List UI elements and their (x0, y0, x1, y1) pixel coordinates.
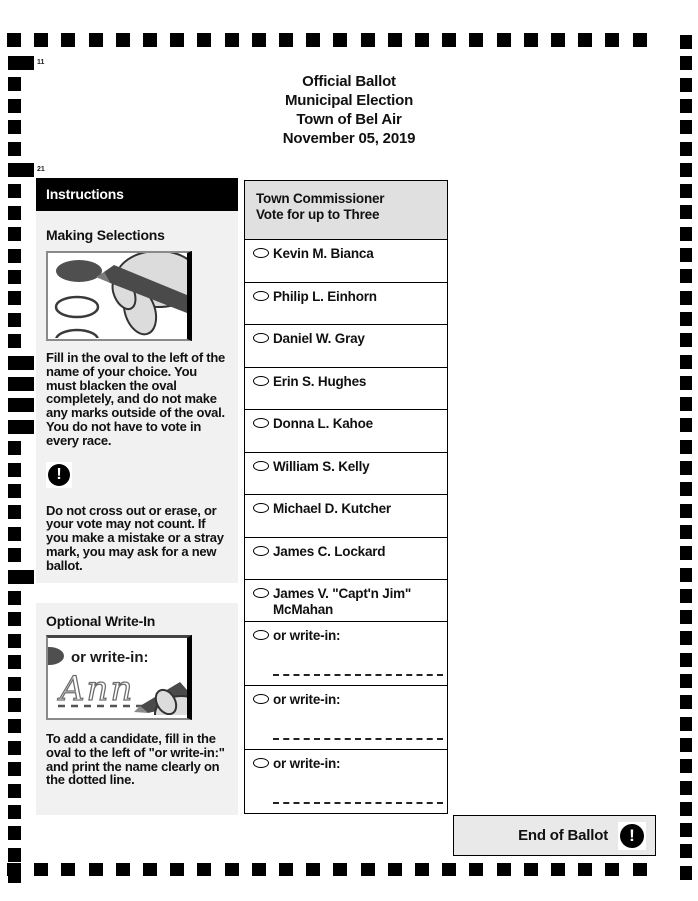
timing-mark (633, 33, 647, 47)
timing-mark (8, 313, 21, 327)
candidate-row (245, 537, 447, 580)
timing-mark (8, 784, 21, 798)
timing-mark (8, 505, 21, 519)
contest-vote-limit: Vote for up to Three (256, 207, 380, 222)
candidate-name: Erin S. Hughes (273, 373, 367, 389)
timing-mark (197, 33, 211, 47)
timing-mark (8, 570, 34, 584)
timing-mark (680, 695, 692, 709)
no-erase-warning-text: Do not cross out or erase, or your vote may not count. If you make a mistake or a stray mark, you may ask for a new ballot. (46, 502, 224, 573)
candidate-name: Donna L. Kahoe (273, 416, 373, 431)
timing-mark (8, 677, 21, 691)
candidate-name: James C. Lockard (273, 543, 386, 559)
timing-mark (633, 863, 647, 876)
timing-mark (8, 463, 21, 477)
timing-mark (680, 269, 692, 283)
write-in-label: or write-in: (273, 756, 341, 771)
timing-mark (680, 844, 692, 858)
timing-mark (333, 33, 347, 47)
timing-mark (8, 527, 21, 541)
timing-mark (680, 866, 692, 880)
timing-mark (680, 674, 692, 688)
timing-mark (388, 863, 402, 876)
contest-title: Town Commissioner (256, 191, 385, 206)
end-of-ballot (453, 815, 656, 856)
marking-instructions-image (46, 251, 192, 341)
timing-mark (680, 759, 692, 773)
timing-mark (333, 863, 347, 876)
ballot-title-line: November 05, 2019 (282, 130, 416, 147)
timing-mark (8, 291, 21, 305)
timing-mark (551, 863, 565, 876)
write-in-oval[interactable] (253, 758, 269, 768)
timing-mark (680, 248, 692, 262)
timing-mark (361, 33, 375, 47)
candidate-row (245, 579, 447, 621)
timing-mark (442, 863, 456, 876)
timing-mark (8, 249, 21, 263)
timing-mark (680, 823, 692, 837)
timing-mark (469, 33, 483, 47)
timing-mark (225, 863, 239, 876)
candidate-oval[interactable] (253, 461, 269, 471)
candidate-name: Michael D. Kutcher (273, 501, 391, 516)
timing-mark (680, 35, 692, 49)
timing-mark (680, 568, 692, 582)
timing-mark (680, 781, 692, 795)
candidate-oval[interactable] (253, 248, 269, 258)
instructions-panel (36, 178, 238, 583)
write-in-oval[interactable] (253, 630, 269, 640)
timing-mark (680, 227, 692, 241)
timing-mark (578, 33, 592, 47)
candidate-name: Daniel W. Gray (273, 331, 365, 346)
candidate-oval[interactable] (253, 333, 269, 343)
timing-mark (8, 548, 21, 562)
timing-mark (469, 863, 483, 876)
timing-mark-number: 11 (37, 59, 45, 66)
timing-mark (680, 504, 692, 518)
write-in-illustration-icon (48, 638, 187, 715)
candidate-row (245, 324, 447, 367)
timing-mark (680, 631, 692, 645)
timing-mark (8, 741, 21, 755)
timing-mark (680, 717, 692, 731)
candidate-oval[interactable] (253, 588, 269, 598)
exclamation-warning-icon (48, 464, 70, 486)
timing-mark (680, 376, 692, 390)
timing-mark (306, 33, 320, 47)
timing-mark (8, 270, 21, 284)
timing-mark (680, 589, 692, 603)
timing-mark (680, 482, 692, 496)
timing-mark (680, 653, 692, 667)
timing-mark (197, 863, 211, 876)
timing-mark (680, 312, 692, 326)
contest-town-commissioner (244, 180, 448, 814)
timing-mark-number: 21 (37, 166, 45, 173)
write-in-oval[interactable] (253, 694, 269, 704)
write-in-row (245, 749, 447, 813)
making-selections-heading: Making Selections (46, 227, 165, 243)
timing-mark (61, 863, 75, 876)
candidate-row (245, 452, 447, 495)
timing-mark (252, 33, 266, 47)
write-in-image-label: or write-in: (71, 649, 149, 666)
candidate-row (245, 239, 447, 282)
instructions-header: Instructions (36, 178, 238, 211)
timing-mark (116, 33, 130, 47)
timing-mark (415, 863, 429, 876)
timing-mark (116, 863, 130, 876)
candidate-oval[interactable] (253, 376, 269, 386)
fill-oval-illustration-icon (48, 253, 187, 338)
optional-write-in-heading: Optional Write-In (46, 613, 156, 629)
timing-mark (8, 356, 34, 370)
timing-mark (8, 634, 21, 648)
timing-mark (225, 33, 239, 47)
candidate-row (245, 282, 447, 325)
timing-mark (497, 33, 511, 47)
timing-mark (8, 441, 21, 455)
write-in-instructions-image (46, 635, 192, 720)
timing-mark (8, 591, 21, 605)
timing-mark (170, 863, 184, 876)
timing-mark (143, 863, 157, 876)
timing-mark (8, 227, 21, 241)
write-in-label: or write-in: (273, 692, 341, 707)
timing-mark (34, 33, 48, 47)
timing-mark (361, 863, 375, 876)
candidate-oval[interactable] (253, 418, 269, 428)
timing-mark (8, 848, 21, 862)
write-in-sample-name: Ann (60, 669, 135, 709)
timing-mark (680, 163, 692, 177)
candidate-name: Kevin M. Bianca (273, 246, 374, 261)
timing-mark (8, 698, 21, 712)
timing-mark (680, 418, 692, 432)
timing-mark (306, 863, 320, 876)
timing-mark (680, 291, 692, 305)
exclamation-warning-icon (620, 824, 644, 848)
timing-mark (388, 33, 402, 47)
timing-mark (680, 56, 692, 70)
timing-mark (8, 655, 21, 669)
timing-mark (605, 33, 619, 47)
write-in-line[interactable] (273, 802, 443, 804)
timing-mark (605, 863, 619, 876)
timing-mark (8, 484, 21, 498)
timing-mark (89, 863, 103, 876)
timing-mark (551, 33, 565, 47)
timing-mark (524, 33, 538, 47)
making-selections-text: Fill in the oval to the left of the name of your choice. You must blacken the oval completely, and do not make any marks outside of the oval. You do not have to vote in every race. (46, 350, 226, 448)
candidate-oval[interactable] (253, 503, 269, 513)
timing-mark (680, 546, 692, 560)
candidate-name: William S. Kelly (273, 458, 370, 474)
candidate-name: James V. "Capt'n Jim" McMahan (273, 586, 412, 617)
ballot-title-line: Official Ballot (302, 73, 396, 90)
ballot-title-line: Town of Bel Air (296, 111, 402, 128)
timing-mark (680, 397, 692, 411)
candidate-list (245, 239, 447, 813)
timing-mark (8, 762, 21, 776)
write-in-help-text: To add a candidate, fill in the oval to the left of "or write-in:" and print the name clearly on the dotted line. (46, 731, 225, 788)
timing-mark (8, 805, 21, 819)
end-warning-icon-box (618, 822, 646, 850)
timing-mark (8, 612, 21, 626)
ballot-title-line: Municipal Election (284, 92, 414, 109)
timing-mark (415, 33, 429, 47)
timing-mark (8, 334, 21, 348)
contest-header (245, 181, 447, 239)
candidate-oval[interactable] (253, 546, 269, 556)
timing-mark (170, 33, 184, 47)
timing-mark (680, 461, 692, 475)
timing-mark (680, 355, 692, 369)
timing-mark (8, 420, 34, 434)
timing-mark (680, 802, 692, 816)
write-in-label: or write-in: (273, 628, 341, 643)
candidate-oval[interactable] (253, 291, 269, 301)
candidate-row (245, 367, 447, 410)
timing-mark (8, 869, 21, 883)
candidate-row (245, 409, 447, 452)
end-of-ballot-label: End of Ballot (518, 827, 608, 844)
timing-mark (578, 863, 592, 876)
timing-mark (8, 719, 21, 733)
timing-mark (8, 377, 34, 391)
timing-mark (680, 184, 692, 198)
write-in-line[interactable] (273, 674, 443, 676)
timing-mark (89, 33, 103, 47)
timing-mark (680, 333, 692, 347)
timing-mark (8, 184, 21, 198)
timing-mark (680, 205, 692, 219)
timing-mark (680, 738, 692, 752)
write-in-row (245, 621, 447, 685)
timing-mark (7, 33, 21, 47)
timing-mark (497, 863, 511, 876)
timing-mark (252, 863, 266, 876)
candidate-row (245, 494, 447, 537)
optional-write-in-panel (36, 603, 238, 815)
write-in-row (245, 685, 447, 749)
timing-mark (143, 33, 157, 47)
write-in-line[interactable] (273, 738, 443, 740)
timing-mark (8, 163, 34, 177)
timing-mark (442, 33, 456, 47)
timing-mark (279, 863, 293, 876)
timing-mark (34, 863, 48, 876)
timing-mark (680, 525, 692, 539)
timing-mark (524, 863, 538, 876)
timing-mark (680, 440, 692, 454)
timing-mark (61, 33, 75, 47)
timing-mark (8, 826, 21, 840)
timing-mark (279, 33, 293, 47)
timing-mark (8, 56, 34, 70)
timing-mark (8, 206, 21, 220)
candidate-name: Philip L. Einhorn (273, 288, 377, 304)
timing-mark (680, 610, 692, 624)
warning-icon-box (46, 462, 72, 488)
ballot-header (0, 72, 698, 148)
timing-mark (8, 398, 34, 412)
